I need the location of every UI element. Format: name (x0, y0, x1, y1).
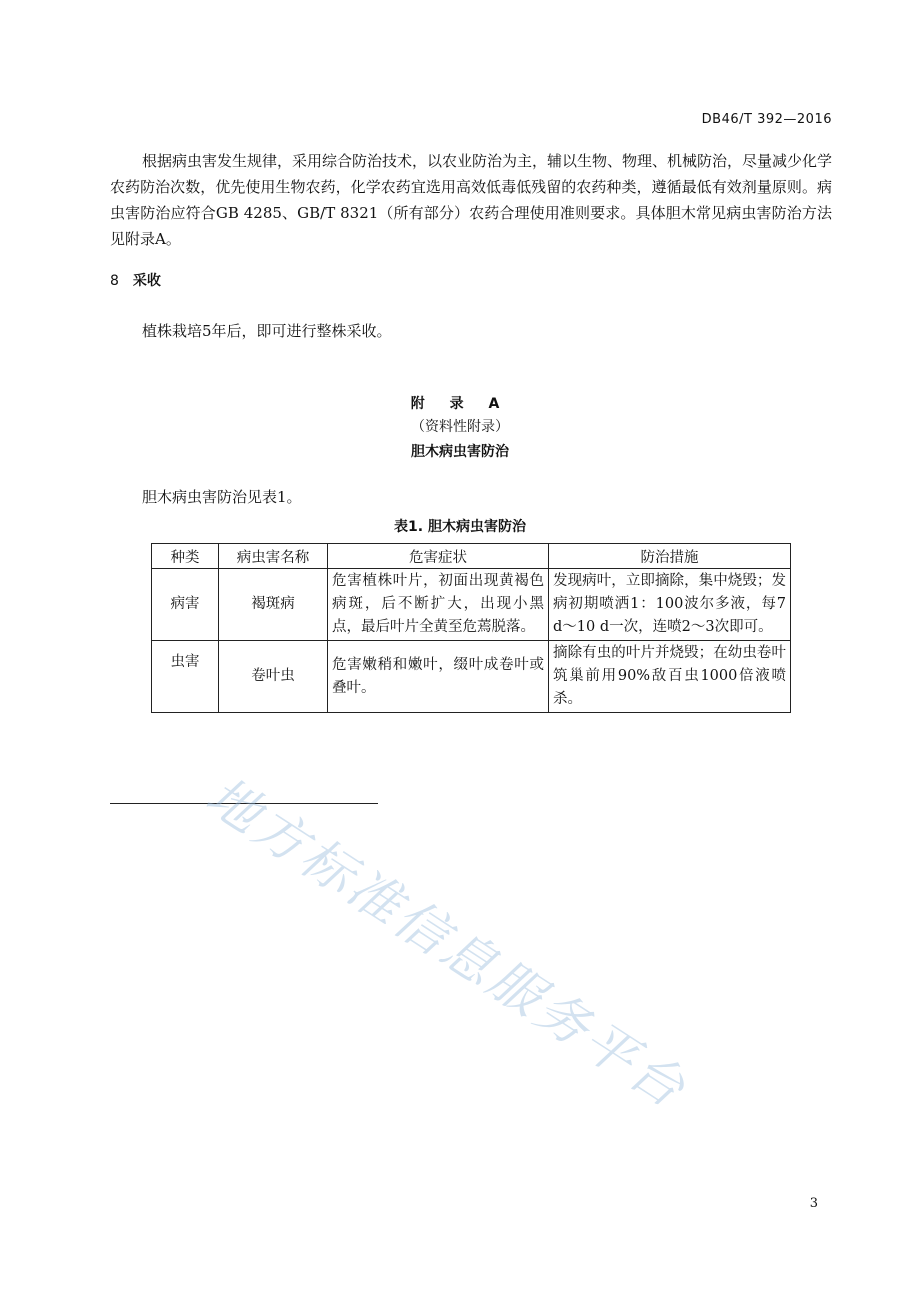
cell-type: 病害 (152, 569, 219, 641)
section-title: 采收 (132, 273, 161, 289)
paragraph-harvest: 植株栽培5年后，即可进行整株采收。 (142, 322, 392, 340)
pest-control-table (151, 543, 791, 713)
table-caption: 表1. 胆木病虫害防治 (394, 519, 526, 535)
cell-control: 摘除有虫的叶片并烧毁；在幼虫卷叶筑巢前用90%敌百虫1000倍液喷杀。 (549, 641, 791, 713)
watermark: 地方标准信息服务平台 (195, 765, 698, 1122)
table-row (152, 641, 791, 713)
header-symptom: 危害症状 (328, 544, 549, 569)
header-type: 种类 (152, 544, 219, 569)
section-number: 8 (110, 273, 119, 289)
cell-name: 卷叶虫 (219, 641, 328, 713)
paragraph-table-ref: 胆木病虫害防治见表1。 (142, 488, 302, 506)
annex-subtitle: （资料性附录） (411, 419, 509, 435)
table-row (152, 569, 791, 641)
cell-symptom: 危害植株叶片，初面出现黄褐色病斑，后不断扩大，出现小黑点，最后叶片全黄至危蔫脱落。 (328, 569, 549, 641)
cell-symptom: 危害嫩稍和嫩叶，缀叶成卷叶或叠叶。 (328, 641, 549, 713)
header-control: 防治措施 (549, 544, 791, 569)
paragraph-pest-control: 根据病虫害发生规律，采用综合防治技术，以农业防治为主，辅以生物、物理、机械防治，尽量减少化学农药防治次数，优先使用生物农药，化学农药宜选用高效低毒低残留的农药种类，遵循最低有效剂量原则。病虫害防治应符合GB 4285、GB/T 8321（所有部分）农药合理使用准则要求。具体胆木常见病虫害防治方法见附录A。 (110, 152, 833, 248)
page-number: 3 (809, 1196, 818, 1211)
header-name: 病虫害名称 (219, 544, 328, 569)
annex-title: 附 录 A (410, 396, 510, 412)
document-code: DB46/T 392—2016 (701, 112, 832, 127)
cell-type: 虫害 (152, 641, 219, 713)
cell-name: 褐斑病 (219, 569, 328, 641)
cell-control: 发现病叶，立即摘除，集中烧毁；发病初期喷洒1：100波尔多液，每7 d～10 d一次，连喷2～3次即可。 (549, 569, 791, 641)
section-8-heading (110, 270, 161, 290)
table-header-row (152, 544, 791, 569)
annex-name: 胆木病虫害防治 (411, 444, 509, 460)
